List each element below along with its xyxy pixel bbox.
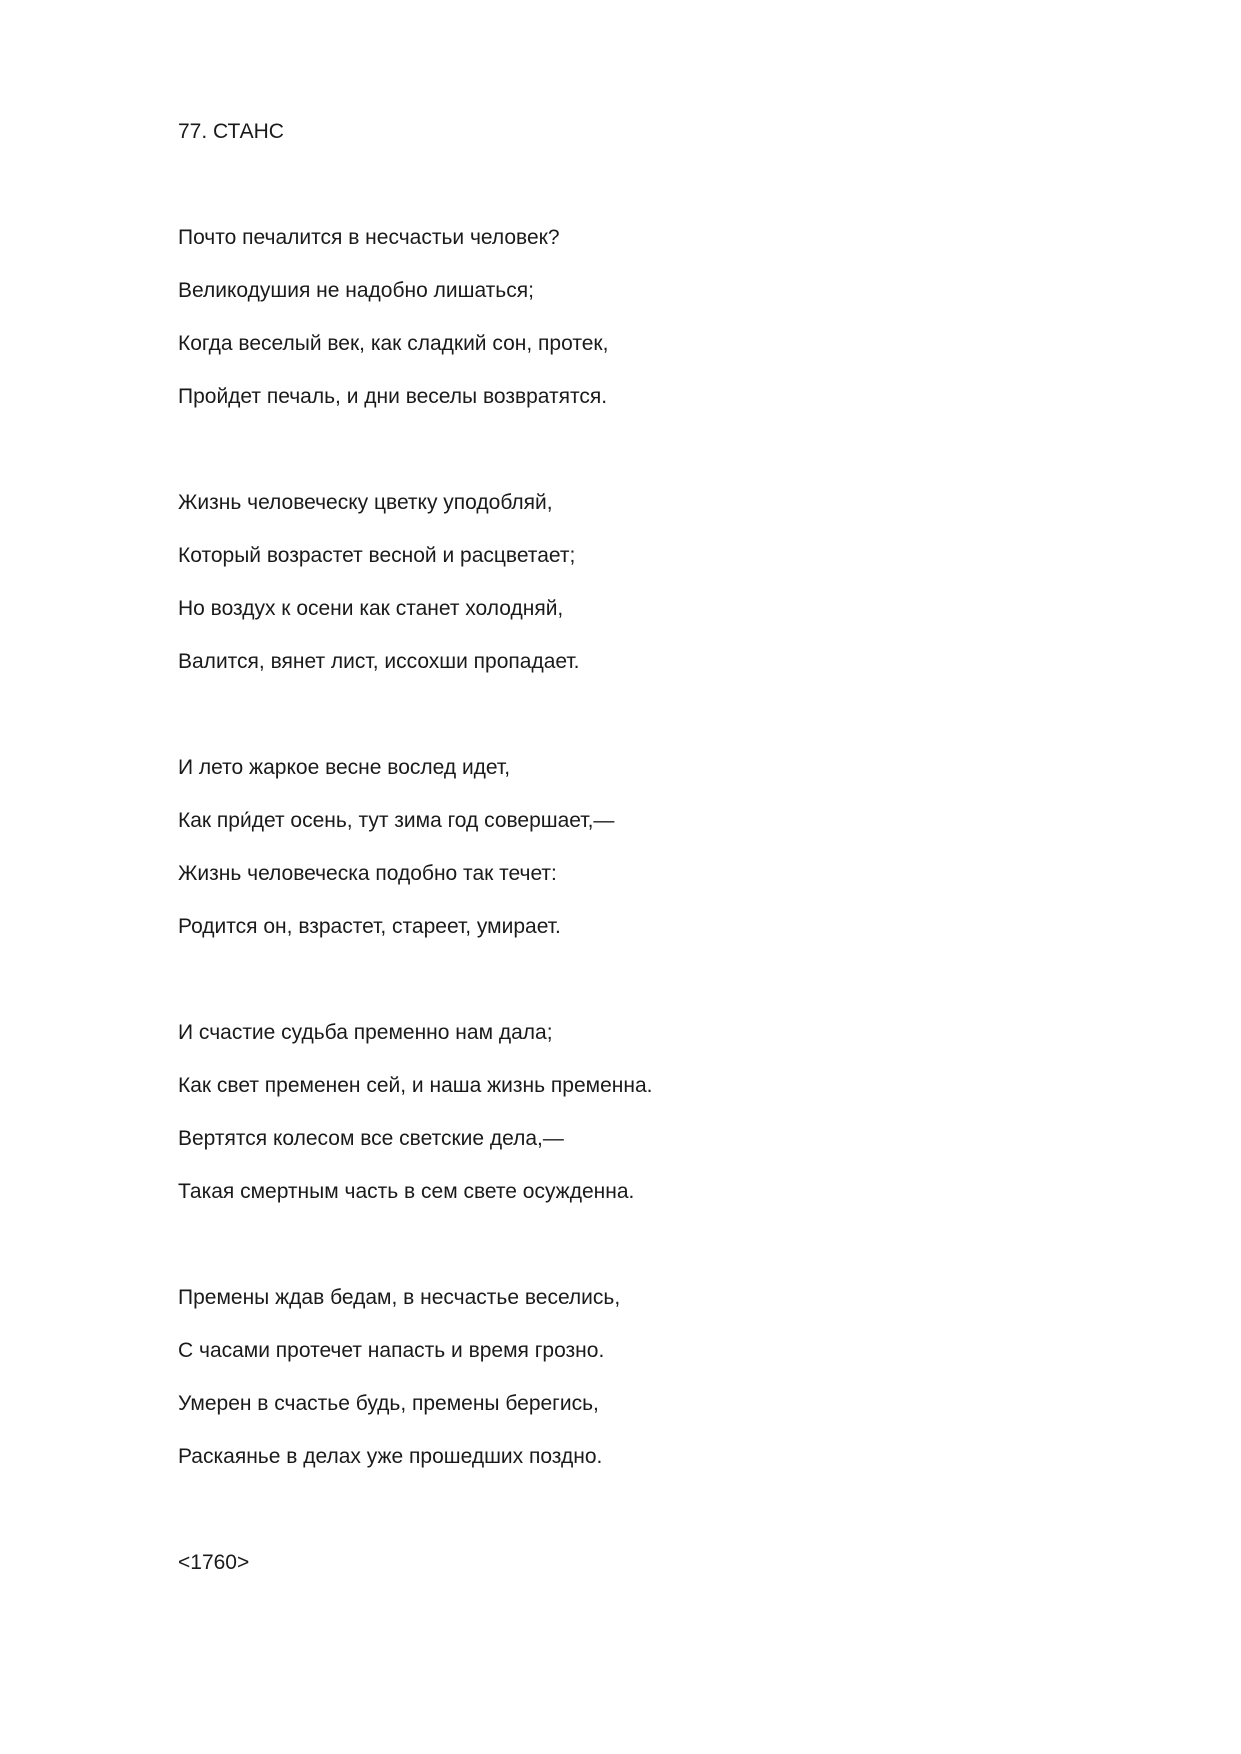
stanza-5-line-2: С часами протечет напасть и время грозно. [178,1339,605,1362]
stanza-1-line-3: Когда веселый век, как сладкий сон, протек, [178,332,609,355]
stanza-4-line-2: Как свет пременен сей, и наша жизнь пременна. [178,1074,653,1097]
stanza-3-line-3: Жизнь человеческа подобно так течет: [178,862,557,885]
stanza-1-line-2: Великодушия не надобно лишаться; [178,279,534,302]
stanza-5-line-1: Премены ждав бедам, в несчастье веселись, [178,1286,621,1309]
poem-date: <1760> [178,1551,250,1574]
stanza-4-line-4: Такая смертным часть в сем свете осужденна. [178,1180,635,1203]
stanza-5-line-4: Раскаянье в делах уже прошедших поздно. [178,1445,603,1468]
stanza-3-line-2: Как при́дет осень, тут зима год совершает,— [178,809,615,832]
stanza-4-line-3: Вертятся колесом все светские дела,— [178,1127,564,1150]
stanza-2-line-3: Но воздух к осени как станет холодняй, [178,597,564,620]
stanza-1-line-4: Пройдет печаль, и дни веселы возвратятся. [178,385,608,408]
stanza-1-line-1: Почто печалится в несчастьи человек? [178,226,560,249]
stanza-2-line-1: Жизнь человеческу цветку уподобляй, [178,491,553,514]
stanza-4-line-1: И счастие судьба пременно нам дала; [178,1021,553,1044]
poem-title: 77. СТАНС [178,120,284,143]
stanza-2-line-2: Который возрастет весной и расцветает; [178,544,576,567]
stanza-5-line-3: Умерен в счастье будь, премены берегись, [178,1392,599,1415]
stanza-3-line-1: И лето жаркое весне вослед идет, [178,756,511,779]
stanza-2-line-4: Валится, вянет лист, иссохши пропадает. [178,650,580,673]
stanza-3-line-4: Родится он, взрастет, стареет, умирает. [178,915,561,938]
